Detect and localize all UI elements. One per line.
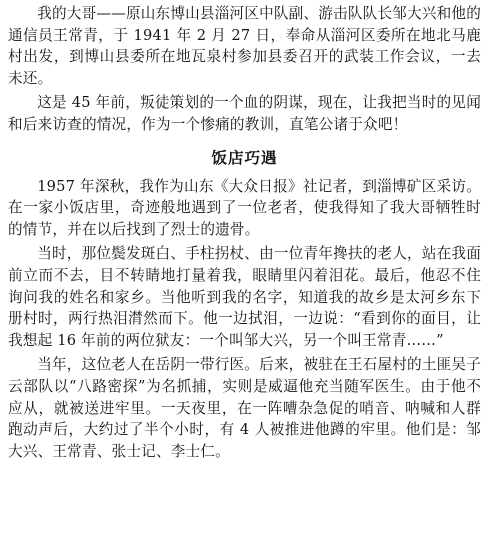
section-paragraph-2: 当时，那位鬓发斑白、手柱拐杖、由一位青年搀扶的老人，站在我面前立而不去，目不转睛地打量着我，眼睛里闪着泪花。最后，他忍不住询问我的姓名和家乡。当他听到我的名字，知道我的故乡是太河乡东下册村时，两行热泪潸然而下。他一边拭泪，一边说：“看到你的面目，让我想起 16 年前的两位狱友：一个叫邹大兴，另一个叫王常青……” (8, 245, 482, 349)
section-heading: 饭店巧遇 (211, 147, 278, 167)
section-paragraph-1: 1957 年深秋，我作为山东《大众日报》社记者，到淄博矿区采访。在一家小饭店里，奇迹般地遇到了一位老者，使我得知了我大哥牺牲时的情节，并在以后找到了烈士的遗骨。 (8, 177, 481, 238)
intro-paragraph-1: 我的大哥——原山东博山县淄河区中队副、游击队队长邹大兴和他的通信员王常青，于 1941 年 2 月 27 日，奉命从淄河区委所在地北马鹿村出发，到博山县委所在地瓦泉村参加县委召开的武装工作会议，一去未还。 (8, 5, 482, 87)
intro-paragraph-2: 这是 45 年前，叛徒策划的一个血的阴谋，现在，让我把当时的见闻和后来访查的情况，作为一个惨痛的教训，直笔公诸于众吧！ (8, 94, 481, 133)
section-paragraph-3: 当年，这位老人在岳阴一带行医。后来，被驻在王石屋村的土匪吴子云部队以“八路密探”为名抓捕，实则是威逼他充当随军医生。由于他不应从，就被送进牢里。一天夜里，在一阵嘈杂急促的哨音、呐喊和人群跑动声后，大约过了半个小时，有 4 人被推进他蹲的牢里。他们是：邹大兴、王常青、张士记、李士仁。 (8, 356, 482, 460)
